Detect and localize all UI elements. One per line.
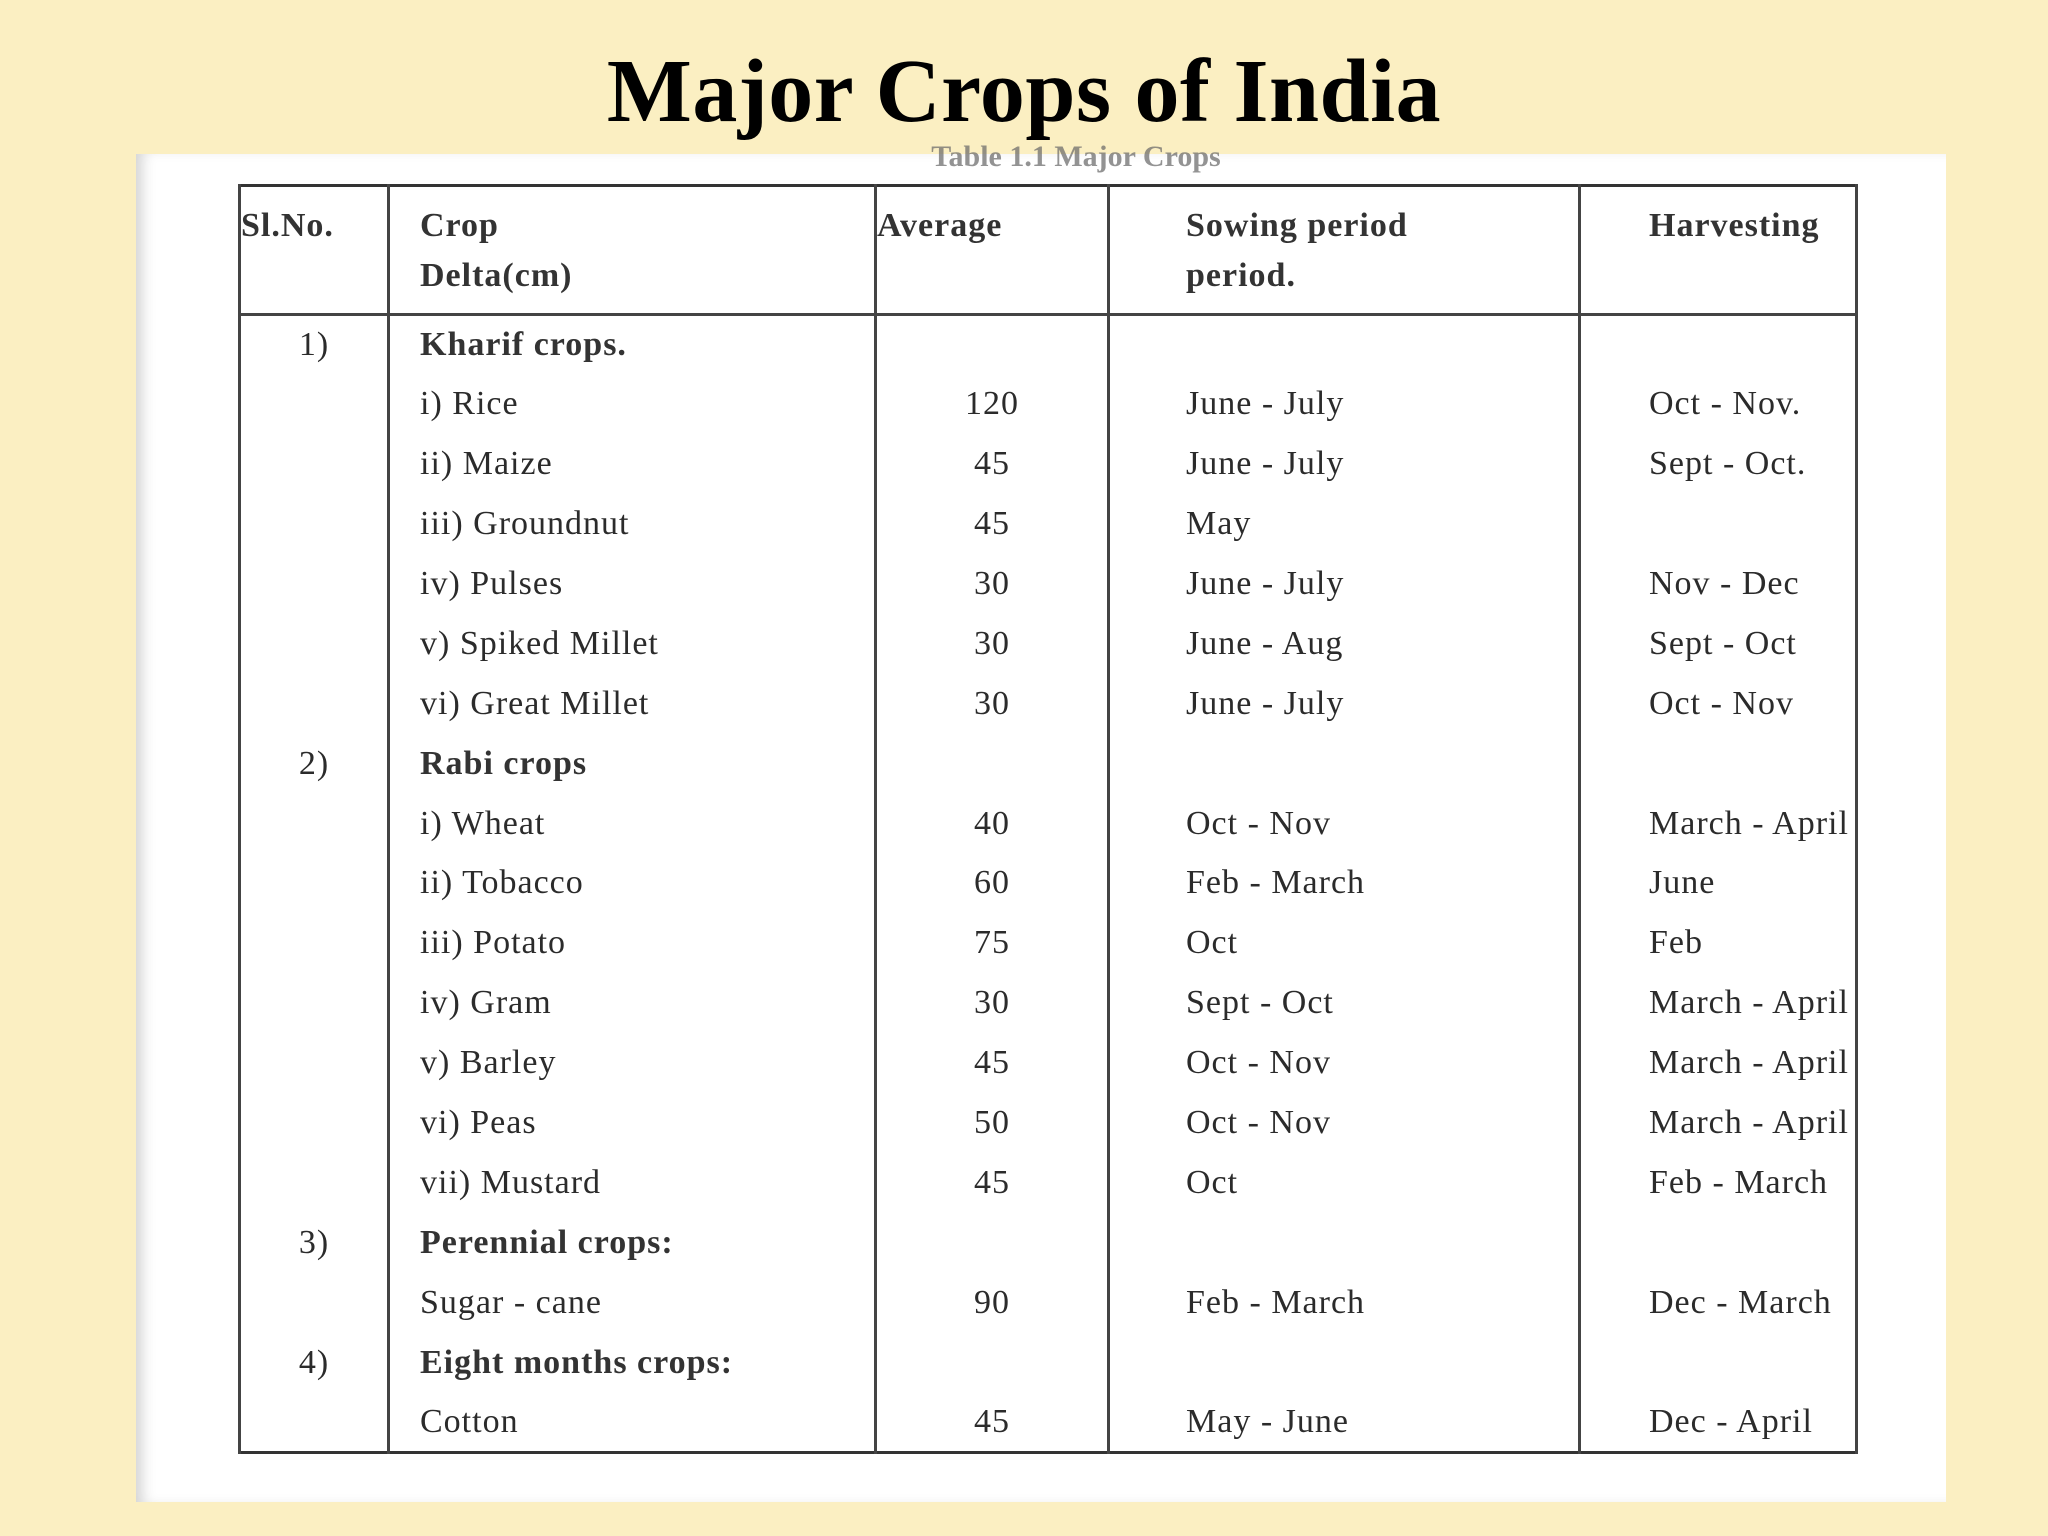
header-harvesting: Harvesting — [1580, 186, 1857, 315]
cell-harvesting: Feb - March — [1580, 1153, 1857, 1213]
cell-average: 30 — [876, 674, 1109, 734]
cell-average: 60 — [876, 854, 1109, 914]
cell-average: 30 — [876, 554, 1109, 614]
crops-table — [238, 184, 1858, 1454]
cell-average: 45 — [876, 1393, 1109, 1453]
header-average: Average — [876, 186, 1109, 315]
header-crop — [389, 186, 876, 315]
cell-sl-no: 4) — [240, 1333, 389, 1393]
cell-crop: Eight months crops: — [389, 1333, 876, 1393]
table-row — [240, 1033, 1857, 1093]
cell-sl-no — [240, 614, 389, 674]
table-row — [240, 494, 1857, 554]
cell-sowing-period — [1109, 734, 1580, 794]
cell-sowing-period: Oct — [1109, 1153, 1580, 1213]
scanned-table-image — [136, 140, 1946, 1502]
table-category-row — [240, 734, 1857, 794]
cell-harvesting — [1580, 494, 1857, 554]
cell-crop: iv) Pulses — [389, 554, 876, 614]
cell-harvesting: Feb — [1580, 913, 1857, 973]
crops-table-body — [240, 315, 1857, 1453]
cell-crop: Cotton — [389, 1393, 876, 1453]
cell-sowing-period: Oct — [1109, 913, 1580, 973]
cell-harvesting: June — [1580, 854, 1857, 914]
table-row — [240, 1273, 1857, 1333]
cell-harvesting: Dec - March — [1580, 1273, 1857, 1333]
cell-sowing-period: June - Aug — [1109, 614, 1580, 674]
cell-harvesting: Dec - April — [1580, 1393, 1857, 1453]
cell-average: 40 — [876, 794, 1109, 854]
table-row — [240, 913, 1857, 973]
cell-sowing-period: Oct - Nov — [1109, 1093, 1580, 1153]
cell-average: 45 — [876, 1033, 1109, 1093]
cell-sl-no — [240, 434, 389, 494]
cell-harvesting: March - April — [1580, 973, 1857, 1033]
cell-sowing-period: June - July — [1109, 434, 1580, 494]
cell-crop: ii) Tobacco — [389, 854, 876, 914]
slide-title: Major Crops of India — [606, 42, 1442, 141]
cell-crop: vii) Mustard — [389, 1153, 876, 1213]
cell-sl-no: 2) — [240, 734, 389, 794]
cell-harvesting: Sept - Oct — [1580, 614, 1857, 674]
cell-crop: iv) Gram — [389, 973, 876, 1033]
cell-sl-no — [240, 854, 389, 914]
cell-sl-no — [240, 494, 389, 554]
cell-sowing-period: Feb - March — [1109, 1273, 1580, 1333]
cell-harvesting: Oct - Nov — [1580, 674, 1857, 734]
cell-average: 90 — [876, 1273, 1109, 1333]
cell-sowing-period: Sept - Oct — [1109, 973, 1580, 1033]
cell-sl-no — [240, 794, 389, 854]
cell-crop: i) Rice — [389, 374, 876, 434]
cell-harvesting: Nov - Dec — [1580, 554, 1857, 614]
table-row — [240, 554, 1857, 614]
cell-sowing-period — [1109, 315, 1580, 375]
cell-sowing-period: June - July — [1109, 674, 1580, 734]
table-category-row — [240, 1333, 1857, 1393]
header-crop-line1: Crop — [420, 207, 499, 244]
cell-sowing-period: Feb - March — [1109, 854, 1580, 914]
table-row — [240, 434, 1857, 494]
cell-average — [876, 315, 1109, 375]
cell-crop: ii) Maize — [389, 434, 876, 494]
table-row — [240, 1093, 1857, 1153]
cell-crop: Sugar - cane — [389, 1273, 876, 1333]
cell-sowing-period: June - July — [1109, 554, 1580, 614]
table-row — [240, 1153, 1857, 1213]
cell-harvesting: Oct - Nov. — [1580, 374, 1857, 434]
cell-crop: iii) Groundnut — [389, 494, 876, 554]
table-row — [240, 674, 1857, 734]
header-sowing-line1: Sowing period — [1186, 207, 1408, 244]
cell-harvesting — [1580, 734, 1857, 794]
table-caption: Table 1.1 Major Crops — [931, 140, 1221, 173]
cell-sowing-period — [1109, 1213, 1580, 1273]
cell-average: 50 — [876, 1093, 1109, 1153]
table-row — [240, 1393, 1857, 1453]
cell-sl-no — [240, 913, 389, 973]
header-sl-no: Sl.No. — [240, 186, 389, 315]
cell-average — [876, 1333, 1109, 1393]
table-row — [240, 973, 1857, 1033]
cell-crop: v) Barley — [389, 1033, 876, 1093]
cell-sl-no — [240, 554, 389, 614]
cell-crop: Perennial crops: — [389, 1213, 876, 1273]
table-row — [240, 854, 1857, 914]
header-crop-line2: Delta(cm) — [420, 257, 573, 294]
cell-sl-no — [240, 674, 389, 734]
cell-sl-no — [240, 1033, 389, 1093]
cell-sl-no — [240, 973, 389, 1033]
cell-average: 45 — [876, 434, 1109, 494]
cell-average — [876, 1213, 1109, 1273]
cell-sowing-period: Oct - Nov — [1109, 1033, 1580, 1093]
cell-sl-no — [240, 1093, 389, 1153]
cell-sl-no — [240, 374, 389, 434]
cell-sl-no: 1) — [240, 315, 389, 375]
cell-sowing-period: May - June — [1109, 1393, 1580, 1453]
cell-crop: vi) Peas — [389, 1093, 876, 1153]
header-sowing-period — [1109, 186, 1580, 315]
table-row — [240, 794, 1857, 854]
cell-sl-no: 3) — [240, 1213, 389, 1273]
cell-crop: i) Wheat — [389, 794, 876, 854]
cell-average: 45 — [876, 494, 1109, 554]
cell-average: 30 — [876, 973, 1109, 1033]
cell-harvesting — [1580, 315, 1857, 375]
cell-average: 120 — [876, 374, 1109, 434]
cell-sowing-period — [1109, 1333, 1580, 1393]
cell-crop: vi) Great Millet — [389, 674, 876, 734]
cell-sowing-period: Oct - Nov — [1109, 794, 1580, 854]
cell-average: 30 — [876, 614, 1109, 674]
cell-sl-no — [240, 1273, 389, 1333]
cell-harvesting: March - April — [1580, 1033, 1857, 1093]
cell-harvesting — [1580, 1333, 1857, 1393]
table-row — [240, 374, 1857, 434]
cell-average: 45 — [876, 1153, 1109, 1213]
cell-harvesting: March - April — [1580, 1093, 1857, 1153]
cell-harvesting: Sept - Oct. — [1580, 434, 1857, 494]
cell-harvesting: March - April — [1580, 794, 1857, 854]
cell-crop: Rabi crops — [389, 734, 876, 794]
table-category-row — [240, 315, 1857, 375]
cell-sl-no — [240, 1393, 389, 1453]
cell-sowing-period: June - July — [1109, 374, 1580, 434]
cell-average — [876, 734, 1109, 794]
table-row — [240, 614, 1857, 674]
cell-sl-no — [240, 1153, 389, 1213]
table-header-row — [240, 186, 1857, 315]
cell-average: 75 — [876, 913, 1109, 973]
header-sowing-line2: period. — [1186, 257, 1296, 294]
cell-harvesting — [1580, 1213, 1857, 1273]
cell-crop: v) Spiked Millet — [389, 614, 876, 674]
cell-crop: Kharif crops. — [389, 315, 876, 375]
cell-sowing-period: May — [1109, 494, 1580, 554]
cell-crop: iii) Potato — [389, 913, 876, 973]
table-category-row — [240, 1213, 1857, 1273]
